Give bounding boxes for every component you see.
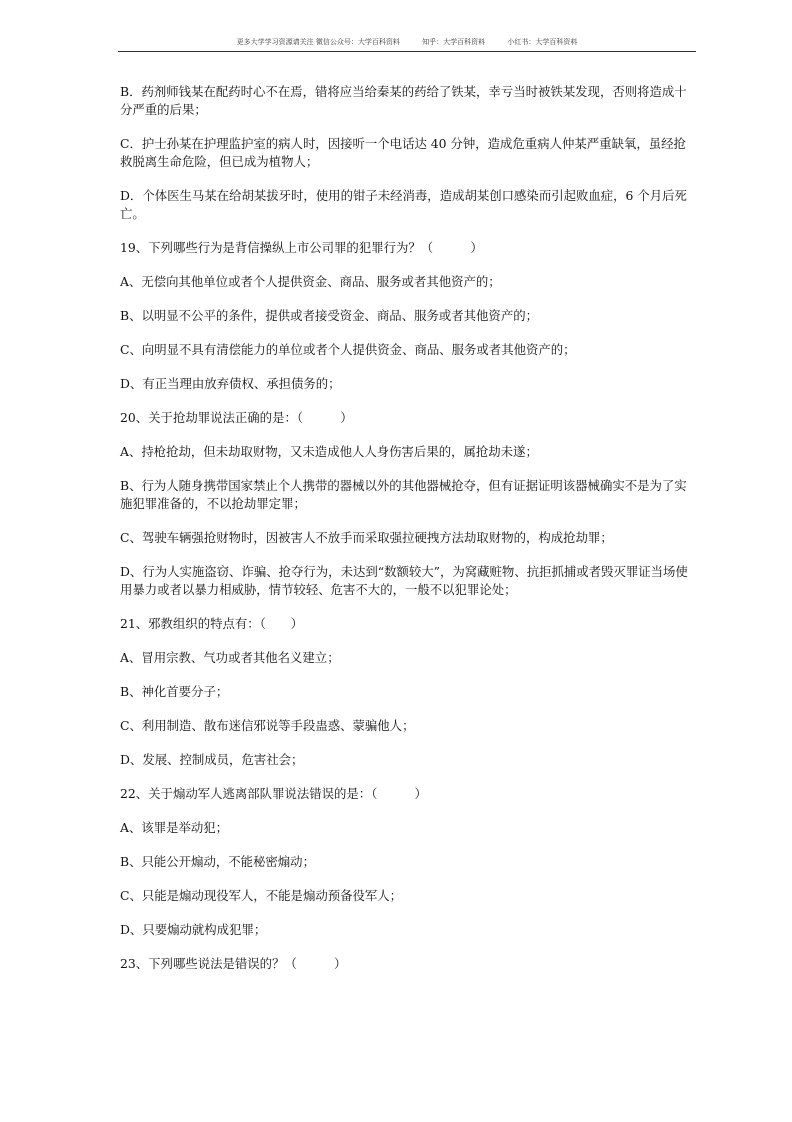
- document-body: [120, 83, 698, 989]
- option-b-q21: B、神化首要分子；: [120, 684, 229, 699]
- option-a-q21: A、冒用宗教、气功或者其他名义建立；: [120, 650, 340, 665]
- question-21: 21、邪教组织的特点有：（ ）: [120, 616, 304, 631]
- header-wechat-text: 更多大学学习资源请关注 微信公众号：大学百科资料: [236, 38, 400, 46]
- option-b-q22: B、只能公开煽动，不能秘密煽动；: [120, 854, 315, 869]
- option-c-q19: C、向明显不具有清偿能力的单位或者个人提供资金、商品、服务或者其他资产的；: [120, 342, 576, 357]
- question-19: 19、下列哪些行为是背信操纵上市公司罪的犯罪行为？（ ）: [120, 240, 483, 255]
- question-22: 22、关于煽动军人逃离部队罪说法错误的是：（ ）: [120, 786, 427, 801]
- option-d-q21: D、发展、控制成员，危害社会；: [120, 752, 304, 767]
- header-xiaohongshu-text: 小红书：大学百科资料: [507, 38, 578, 46]
- option-b-q18: B．药剂师钱某在配药时心不在焉，错将应当给秦某的药给了铁某，幸亏当时被铁某发现，否则将造成十分严重的后果；: [120, 84, 687, 117]
- option-d-q22: D、只要煽动就构成犯罪；: [120, 922, 267, 937]
- option-c-q21: C、利用制造、散布迷信邪说等手段蛊惑、蒙骗他人；: [120, 718, 415, 733]
- option-d-q18: D．个体医生马某在给胡某拔牙时，使用的钳子未经消毒，造成胡某创口感染而引起败血症，6 个月后死亡。: [120, 188, 687, 221]
- option-d-q19: D、有正当理由放弃债权、承担债务的；: [120, 376, 341, 391]
- option-a-q20: A、持枪抢劫，但未劫取财物，又未造成他人人身伤害后果的，属抢劫未遂；: [120, 444, 538, 459]
- option-d-q20: D、行为人实施盗窃、诈骗、抢夺行为，未达到“数额较大”，为窝藏赃物、抗拒抓捕或者毁灭罪证当场使用暴力或者以暴力相威胁，情节较轻、危害不大的，一般不以犯罪论处；: [120, 564, 688, 597]
- option-a-q22: A、该罪是举动犯；: [120, 820, 229, 835]
- option-b-q19: B、以明显不公平的条件，提供或者接受资金、商品、服务或者其他资产的；: [120, 308, 538, 323]
- page-header: [118, 36, 696, 48]
- option-c-q18: C．护士孙某在护理监护室的病人时，因接听一个电话达 40 分钟，造成危重病人仲某严重缺氧，虽经抢救脱离生命危险，但已成为植物人；: [120, 136, 686, 169]
- option-c-q20: C、驾驶车辆强抢财物时，因被害人不放手而采取强拉硬拽方法劫取财物的，构成抢劫罪；: [120, 530, 613, 545]
- question-20: 20、关于抢劫罪说法正确的是：（ ）: [120, 410, 353, 425]
- option-b-q20: B、行为人随身携带国家禁止个人携带的器械以外的其他器械抢夺，但有证据证明该器械确实不是为了实施犯罪准备的，不以抢劫罪定罪；: [120, 478, 687, 511]
- header-zhihu-text: 知乎：大学百科资料: [422, 38, 486, 46]
- option-c-q22: C、只能是煽动现役军人，不能是煽动预备役军人；: [120, 888, 403, 903]
- option-a-q19: A、无偿向其他单位或者个人提供资金、商品、服务或者其他资产的；: [120, 274, 501, 289]
- question-23: 23、下列哪些说法是错误的？（ ）: [120, 956, 347, 971]
- header-divider: [118, 51, 696, 52]
